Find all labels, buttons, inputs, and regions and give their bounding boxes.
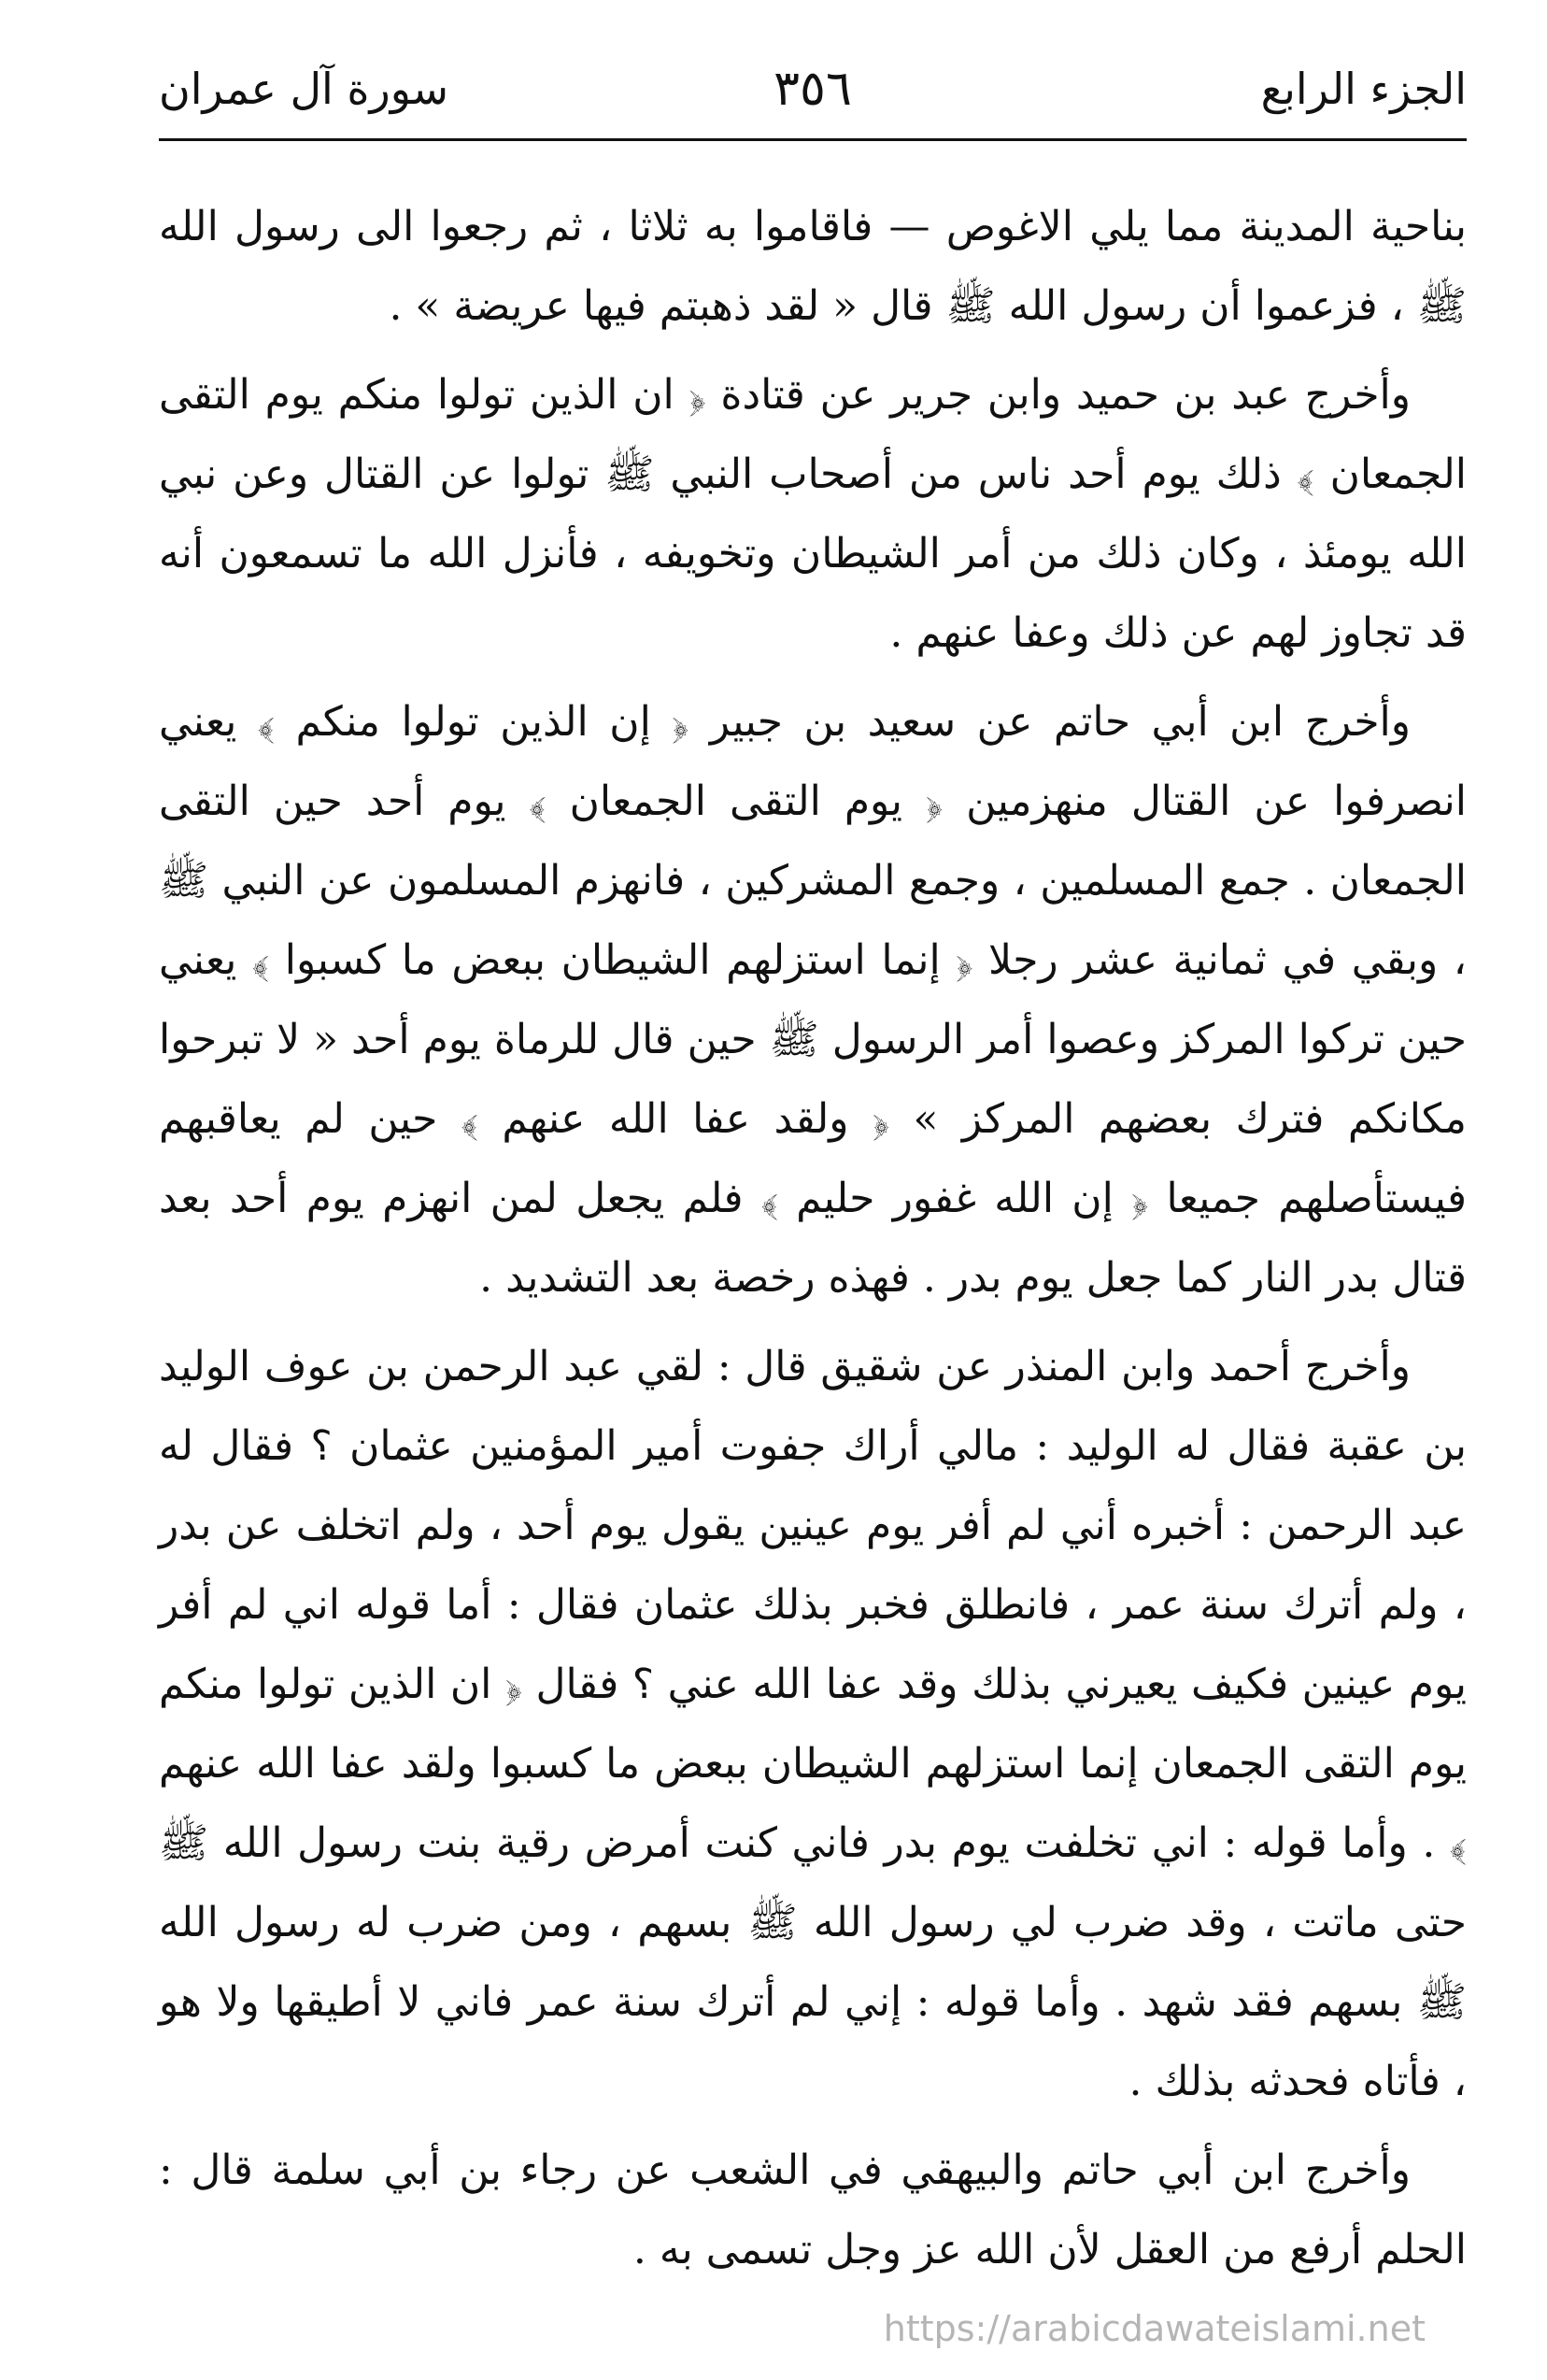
part-label: الجزء الرابع <box>1260 64 1467 114</box>
page-header <box>159 51 1467 126</box>
paragraph-qatada: وأخرج عبد بن حميد وابن جرير عن قتادة ﴿ ان الذين تولوا منكم يوم التقى الجمعان ﴾ ذلك يوم أحد ناس من أصحاب النبي ﷺ تولوا عن القتال وعن نبي الله يومئذ ، وكان ذلك من أمر الشيطان وتخويفه ، فأنزل الله ما تسمعون أنه قد تجاوز لهم عن ذلك وعفا عنهم . <box>159 371 1467 657</box>
paragraph-said-ibn-jubayr: وأخرج ابن أبي حاتم عن سعيد بن جبير ﴿ إن الذين تولوا منكم ﴾ يعني انصرفوا عن القتال منهزمين ﴿ يوم التقى الجمعان ﴾ يوم أحد حين التقى الجمعان . جمع المسلمين ، وجمع المشركين ، فانهزم المسلمون عن النبي ﷺ ، وبقي في ثمانية عشر رجلا ﴿ إنما استزلهم الشيطان ببعض ما كسبوا ﴾ يعني حين تركوا المركز وعصوا أمر الرسول ﷺ حين قال للرماة يوم أحد « لا تبرحوا مكانكم فترك بعضهم المركز » ﴿ ولقد عفا الله عنهم ﴾ حين لم يعاقبهم فيستأصلهم جميعا ﴿ إن الله غفور حليم ﴾ فلم يجعل لمن انهزم يوم أحد بعد قتال بدر النار كما جعل يوم بدر . فهذه رخصة بعد التشديد . <box>159 698 1467 1302</box>
source-watermark: https://arabicdawateislami.net <box>883 2308 1426 2349</box>
header-divider <box>159 138 1467 141</box>
paragraph-shaqiq: وأخرج أحمد وابن المنذر عن شقيق قال : لقي عبد الرحمن بن عوف الوليد بن عقبة فقال له الوليد : مالي أراك جفوت أمير المؤمنين عثمان ؟ فقال له عبد الرحمن : أخبره أني لم أفر يوم عينين يقول يوم أحد ، ولم اتخلف عن بدر ، ولم أترك سنة عمر ، فانطلق فخبر بذلك عثمان فقال : أما قوله اني لم أفر يوم عينين فكيف يعيرني بذلك وقد عفا الله عني ؟ فقال ﴿ ان الذين تولوا منكم يوم التقى الجمعان إنما استزلهم الشيطان ببعض ما كسبوا ولقد عفا الله عنهم ﴾ . وأما قوله : اني تخلفت يوم بدر فاني كنت أمرض رقية بنت رسول الله ﷺ حتى ماتت ، وقد ضرب لي رسول الله ﷺ بسهم ، ومن ضرب له رسول الله ﷺ بسهم فقد شهد . وأما قوله : إني لم أترك سنة عمر فاني لا أطيقها ولا هو ، فأتاه فحدثه بذلك . <box>159 1343 1467 2105</box>
page-number: ٣٥٦ <box>774 61 852 117</box>
paragraph-continuation: بناحية المدينة مما يلي الاغوص — فاقاموا به ثلاثا ، ثم رجعوا الى رسول الله ﷺ ، فزعموا أن رسول الله ﷺ قال « لقد ذهبتم فيها عريضة » . <box>159 203 1467 330</box>
page-body <box>159 187 1467 2289</box>
paragraph-raja: وأخرج ابن أبي حاتم والبيهقي في الشعب عن رجاء بن أبي سلمة قال : الحلم أرفع من العقل لأن الله عز وجل تسمى به . <box>159 2146 1467 2273</box>
surah-label: سورة آل عمران <box>159 64 449 114</box>
